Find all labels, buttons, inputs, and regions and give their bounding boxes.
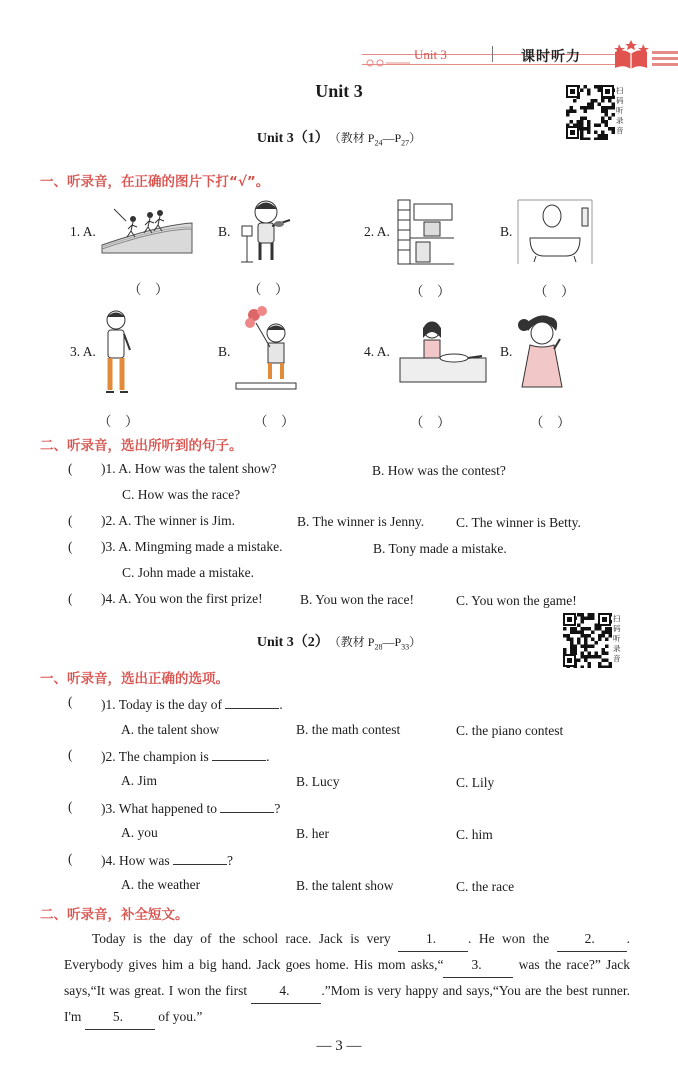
answer-bracket[interactable]: ( [68,799,73,814]
answer-bracket[interactable]: （ ） [128,282,169,297]
question-option-a: )1. A. How was the talent show? [101,461,277,476]
question-option-b: B. How was the contest? [372,463,506,478]
boy-standing-picture [100,308,134,396]
question-option-b: B. Tony made a mistake. [373,541,507,556]
question-option-c: C. John made a mistake. [122,565,254,580]
choice-b: B. the talent show [296,878,394,893]
choice-b: B. her [296,826,329,841]
dots-decoration [366,58,410,68]
question-stem: )4. How was ? [101,853,233,868]
header-title: 课时听力 [521,49,581,65]
part-heading: 二、听录音，补全短文。 [40,907,189,923]
section-pages: （教材 $P_{24}—P_{27}$） [334,131,422,148]
question-stem: )1. Today is the day of . [101,697,283,712]
champion-flowers-picture [234,305,298,391]
page-number: — 3 — [316,1038,362,1054]
question-option-a: )2. A. The winner is Jim. [101,513,235,528]
part-heading: 一、听录音，选出正确的选项。 [40,671,229,687]
living-room-picture [396,198,456,268]
choice-a: A. the weather [121,877,201,892]
book-logo-icon [612,40,650,72]
question-option-c: C. You won the game! [456,593,577,608]
running-race-picture [100,203,194,255]
question-option-a: )3. A. Mingming made a mistake. [101,539,283,554]
answer-blank[interactable]: 2. [557,926,627,952]
choice-a: A. the talent show [121,722,220,737]
answer-blank[interactable] [173,851,227,865]
cloze-passage: Today is the day of the school race. Jack is very 1. . He won the 2. . Everybody gives him a big hand. Jack goes home. His mom asks,“ 3. was the race?” Jack says,“It was great. I won the first 4. .”Mom is very happy and says,“You are the best runner. I'm 5. of you.” [64,926,630,1030]
qr-caption: 扫码听录音 [613,614,621,663]
page-title: Unit 3 [315,81,363,101]
section-pages: （教材 $P_{28}—P_{33}$） [334,635,422,652]
header-unit: Unit 3 [414,47,447,62]
answer-bracket[interactable]: ( [68,747,73,762]
choice-c: C. the piano contest [456,723,564,738]
option-label: B. [218,224,231,239]
answer-bracket[interactable]: ( [68,694,73,709]
choice-a: A. you [121,825,158,840]
option-label: 3. A. [70,344,96,359]
choice-c: C. him [456,827,493,842]
option-label: B. [218,344,231,359]
choice-b: B. the math contest [296,722,401,737]
stripes-decoration [652,50,678,68]
answer-blank[interactable]: 4. [251,978,321,1004]
answer-bracket[interactable]: （ ） [98,414,139,429]
choice-b: B. Lucy [296,774,340,789]
section-heading [0,127,678,147]
question-option-c: C. The winner is Betty. [456,515,581,530]
answer-bracket[interactable]: ( [68,513,73,528]
answer-blank[interactable] [225,695,279,709]
option-label: B. [500,344,513,359]
girl-singing-picture [516,315,572,395]
question-option-b: B. The winner is Jenny. [297,514,425,529]
girl-cooking-picture [396,318,488,384]
answer-blank[interactable] [212,747,266,761]
answer-bracket[interactable]: （ ） [534,284,575,299]
choice-c: C. the race [456,879,515,894]
option-label: B. [500,224,513,239]
option-label: 4. A. [364,344,390,359]
violin-boy-picture [236,196,294,268]
answer-blank[interactable]: 1. [398,926,468,952]
answer-bracket[interactable]: （ ） [410,284,451,299]
choice-a: A. Jim [121,773,158,788]
section-heading [0,631,678,651]
answer-bracket[interactable]: ( [68,461,73,476]
choice-c: C. Lily [456,775,495,790]
question-stem: )2. The champion is . [101,749,270,764]
part-heading: 一、听录音，在正确的图片下打“√”。 [40,174,270,190]
part-heading: 二、听录音，选出所听到的句子。 [40,438,243,454]
answer-bracket[interactable]: （ ） [530,415,571,430]
answer-blank[interactable]: 3. [443,952,513,978]
answer-blank[interactable] [220,799,274,813]
header-divider [492,46,493,62]
qr-caption: 扫码听录音 [616,86,624,135]
option-label: 2. A. [364,224,390,239]
answer-bracket[interactable]: ( [68,851,73,866]
question-option-a: )4. A. You won the first prize! [101,591,263,606]
answer-bracket[interactable]: ( [68,539,73,554]
page-header [0,0,678,80]
answer-blank[interactable]: 5. [85,1004,155,1030]
bathroom-picture [516,198,596,266]
answer-bracket[interactable]: ( [68,591,73,606]
question-option-b: B. You won the race! [300,592,414,607]
question-stem: )3. What happened to ? [101,801,281,816]
section-title: Unit 3（2） [256,635,329,650]
option-label: 1. A. [70,224,96,239]
answer-bracket[interactable]: （ ） [248,282,289,297]
question-option-c: C. How was the race? [122,487,241,502]
answer-bracket[interactable]: （ ） [254,414,295,429]
answer-bracket[interactable]: （ ） [410,415,451,430]
section-title: Unit 3（1） [256,131,329,146]
